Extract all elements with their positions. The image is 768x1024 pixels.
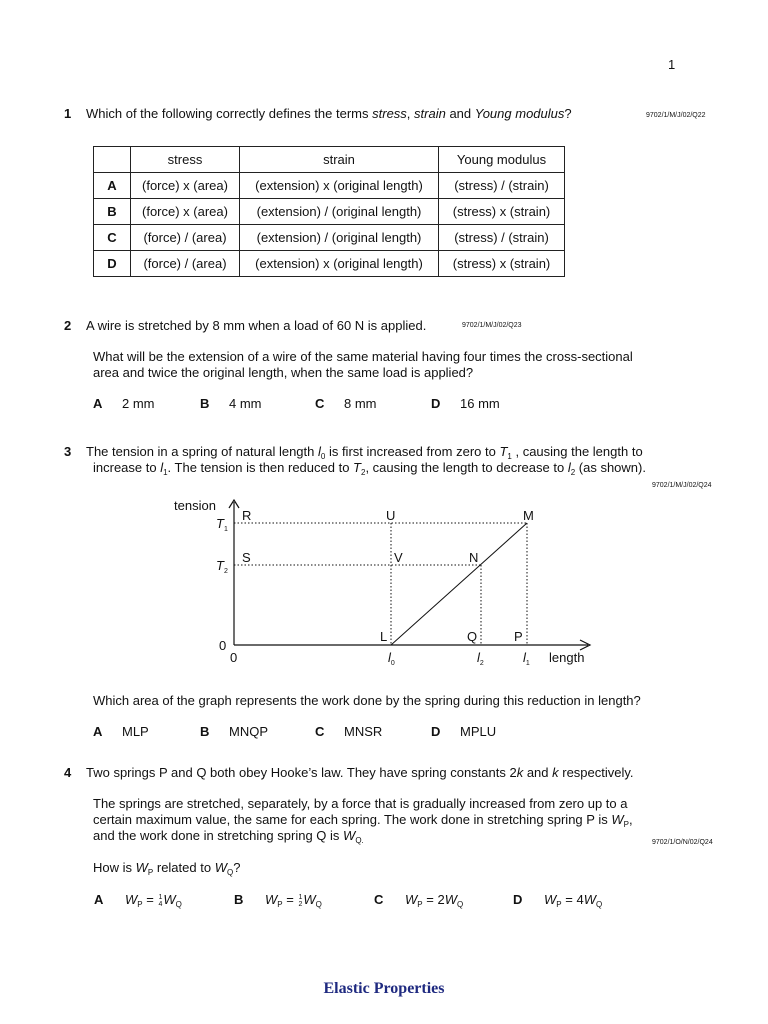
option-letter: A xyxy=(93,396,103,411)
text-run: W xyxy=(611,812,624,827)
option-letter: A xyxy=(94,892,104,907)
text-run: , causing the length to decrease to xyxy=(365,460,568,475)
tick-T2-sub: 2 xyxy=(223,568,228,575)
tick-l1-sub: 1 xyxy=(525,660,530,667)
text-run: ? xyxy=(564,106,572,121)
question-4-ref: 9702/1/O/N/02/Q24 xyxy=(652,839,713,846)
option-letter: A xyxy=(94,173,131,199)
tick-T2: T xyxy=(216,558,224,573)
subscript-P: P xyxy=(277,900,283,909)
question-3-prompt: Which area of the graph represents the work done by the spring during this reduction in length? xyxy=(93,693,641,708)
denominator: 4 xyxy=(158,900,163,908)
point-V: V xyxy=(394,550,403,565)
y-axis-label: tension xyxy=(174,498,216,513)
variable-W: W xyxy=(125,892,138,907)
numerator: 1 xyxy=(298,893,303,901)
text-run: is first increased from zero to xyxy=(325,444,500,459)
text-run: T xyxy=(353,460,361,475)
option-letter: B xyxy=(200,724,210,739)
question-2-text: A wire is stretched by 8 mm when a load of 60 N is applied. xyxy=(86,318,427,333)
text-run: related to xyxy=(153,860,215,875)
text-run: How is xyxy=(93,860,136,875)
option-letter: C xyxy=(374,892,384,907)
graph-line-LM xyxy=(391,523,527,645)
text-run: Q. xyxy=(355,836,364,845)
table-cell: (extension) / (original length) xyxy=(240,199,439,225)
option-text: 16 mm xyxy=(460,396,500,411)
option-letter: D xyxy=(431,396,441,411)
subscript-P: P xyxy=(417,900,423,909)
table-cell: (extension) / (original length) xyxy=(240,225,439,251)
fraction xyxy=(298,894,302,908)
tick-label-l2 xyxy=(477,650,484,667)
tick-label-l0 xyxy=(388,650,395,667)
question-3-ref: 9702/1/M/J/02/Q24 xyxy=(652,482,712,489)
point-R: R xyxy=(242,508,252,523)
option-equation xyxy=(405,892,463,907)
question-2-ref: 9702/1/M/J/02/Q23 xyxy=(462,322,522,329)
option-letter: B xyxy=(234,892,244,907)
text-run: ? xyxy=(233,860,241,875)
text-run: k xyxy=(516,765,524,780)
table-cell: (force) x (area) xyxy=(131,173,240,199)
variable-W: W xyxy=(163,892,176,907)
text-run: W xyxy=(135,860,148,875)
text-run: , xyxy=(406,106,415,121)
option-letter: C xyxy=(94,225,131,251)
text-run: (as shown). xyxy=(575,460,646,475)
tick-l1: l xyxy=(523,650,526,665)
text-run: . The tension is then reduced to xyxy=(167,460,354,475)
text-run: certain maximum value, the same for each spring. The work done in stretching spring P is xyxy=(93,812,612,827)
table-cell: (extension) x (original length) xyxy=(240,173,439,199)
table-cell: (force) / (area) xyxy=(131,251,240,277)
subscript-P: P xyxy=(137,900,143,909)
point-S: S xyxy=(242,550,251,565)
option-equation xyxy=(544,892,602,907)
coefficient: 2 xyxy=(437,892,445,907)
variable-W: W xyxy=(303,892,316,907)
text-run: 1 xyxy=(163,468,168,477)
text-run: increase to xyxy=(93,460,161,475)
point-U: U xyxy=(386,508,396,523)
tick-label-T1 xyxy=(216,516,228,533)
table-header: Young modulus xyxy=(439,147,565,173)
tick-T1: T xyxy=(216,516,224,531)
text-run: Two springs P and Q both obey Hooke’s law. They have spring constants 2 xyxy=(86,765,517,780)
variable-W: W xyxy=(583,892,596,907)
question-3-number: 3 xyxy=(64,444,72,459)
option-text: 4 mm xyxy=(229,396,262,411)
text-run: W xyxy=(343,828,356,843)
table-cell: (force) / (area) xyxy=(131,225,240,251)
question-2-line-2: area and twice the original length, when the same load is applied? xyxy=(93,365,474,380)
question-4-line-0 xyxy=(86,765,634,780)
tick-l0: l xyxy=(388,650,391,665)
option-text: MLP xyxy=(122,724,149,739)
variable-W: W xyxy=(544,892,557,907)
text-run: Q xyxy=(226,868,234,877)
text-run: stress xyxy=(372,106,407,121)
option-text: MPLU xyxy=(460,724,497,739)
question-1-number: 1 xyxy=(64,106,72,121)
equals-sign: = xyxy=(422,892,438,907)
option-text: 8 mm xyxy=(344,396,377,411)
option-letter: D xyxy=(431,724,441,739)
option-letter: C xyxy=(315,724,325,739)
point-L: L xyxy=(380,629,388,644)
text-run: 1 xyxy=(507,452,512,461)
denominator: 2 xyxy=(298,900,303,908)
subscript-Q: Q xyxy=(595,900,603,909)
table-cell: (stress) x (strain) xyxy=(439,199,565,225)
text-run: and xyxy=(445,106,475,121)
origin-y-label: 0 xyxy=(219,638,227,653)
tick-l2: l xyxy=(477,650,480,665)
text-run: Which of the following correctly defines the terms xyxy=(86,106,373,121)
equals-sign: = xyxy=(561,892,577,907)
text-run: The tension in a spring of natural length xyxy=(86,444,318,459)
option-text: MNSR xyxy=(344,724,383,739)
subscript-Q: Q xyxy=(456,900,464,909)
x-axis-label: length xyxy=(549,650,585,665)
tick-l0-sub: 0 xyxy=(390,660,395,667)
tick-label-T2 xyxy=(216,558,228,575)
subscript-Q: Q xyxy=(315,900,322,909)
tick-label-l1 xyxy=(523,650,530,667)
option-letter: C xyxy=(315,396,325,411)
tick-T1-sub: 1 xyxy=(223,526,228,533)
option-text: 2 mm xyxy=(122,396,155,411)
table-header: strain xyxy=(240,147,439,173)
footer-title: Elastic Properties xyxy=(323,980,445,997)
numerator: 1 xyxy=(158,893,163,901)
text-run: and xyxy=(523,765,553,780)
text-run: and the work done in stretching spring Q is xyxy=(93,828,344,843)
text-run: W xyxy=(214,860,227,875)
fraction xyxy=(158,894,162,908)
text-run: P xyxy=(147,868,154,877)
option-text: MNQP xyxy=(229,724,268,739)
option-letter: A xyxy=(93,724,103,739)
text-run: k xyxy=(552,765,559,780)
table-cell: (stress) x (strain) xyxy=(439,251,565,277)
variable-W: W xyxy=(444,892,457,907)
text-run: 0 xyxy=(320,452,326,461)
text-run: T xyxy=(499,444,508,459)
question-4-prompt xyxy=(93,860,240,875)
table-cell: (stress) / (strain) xyxy=(439,225,565,251)
equals-sign: = xyxy=(142,892,158,907)
text-run: l xyxy=(160,460,164,475)
text-run: l xyxy=(567,460,571,475)
table-cell: (stress) / (strain) xyxy=(439,173,565,199)
point-N: N xyxy=(469,550,479,565)
text-run: l xyxy=(317,444,321,459)
question-4-line-2 xyxy=(93,812,633,827)
point-Q: Q xyxy=(467,629,478,644)
text-run: respectively. xyxy=(558,765,634,780)
coefficient: 4 xyxy=(576,892,584,907)
text-run: strain xyxy=(414,106,446,121)
question-2-number: 2 xyxy=(64,318,72,333)
option-letter: D xyxy=(513,892,523,907)
variable-W: W xyxy=(265,892,278,907)
question-1-ref: 9702/1/M/J/02/Q22 xyxy=(646,112,706,119)
question-2-line-1: What will be the extension of a wire of the same material having four times the cross-sectional xyxy=(93,349,633,364)
text-run: P xyxy=(623,820,629,829)
question-4-line-1: The springs are stretched, separately, by a force that is gradually increased from zero up to a xyxy=(93,796,628,811)
table-cell: (force) x (area) xyxy=(131,199,240,225)
text-run: 2 xyxy=(361,468,366,477)
equals-sign: = xyxy=(282,892,298,907)
subscript-Q: Q xyxy=(175,900,182,909)
text-run: Young modulus xyxy=(474,106,565,121)
text-run: 2 xyxy=(570,468,576,477)
point-P: P xyxy=(514,629,523,644)
table-cell: (extension) x (original length) xyxy=(240,251,439,277)
option-letter: D xyxy=(94,251,131,277)
table-header: stress xyxy=(131,147,240,173)
text-run: , xyxy=(628,812,633,827)
page-number: 1 xyxy=(668,57,676,72)
origin-x-label: 0 xyxy=(230,650,238,665)
question-4-number: 4 xyxy=(64,765,72,780)
text-run: , causing the length to xyxy=(511,444,643,459)
subscript-P: P xyxy=(556,900,562,909)
tick-l2-sub: 2 xyxy=(479,660,484,667)
option-equation xyxy=(265,892,322,908)
question-4-line-3 xyxy=(93,828,364,843)
option-equation xyxy=(125,892,182,908)
variable-W: W xyxy=(405,892,418,907)
point-M: M xyxy=(523,508,534,523)
option-letter: B xyxy=(94,199,131,225)
option-letter: B xyxy=(200,396,210,411)
